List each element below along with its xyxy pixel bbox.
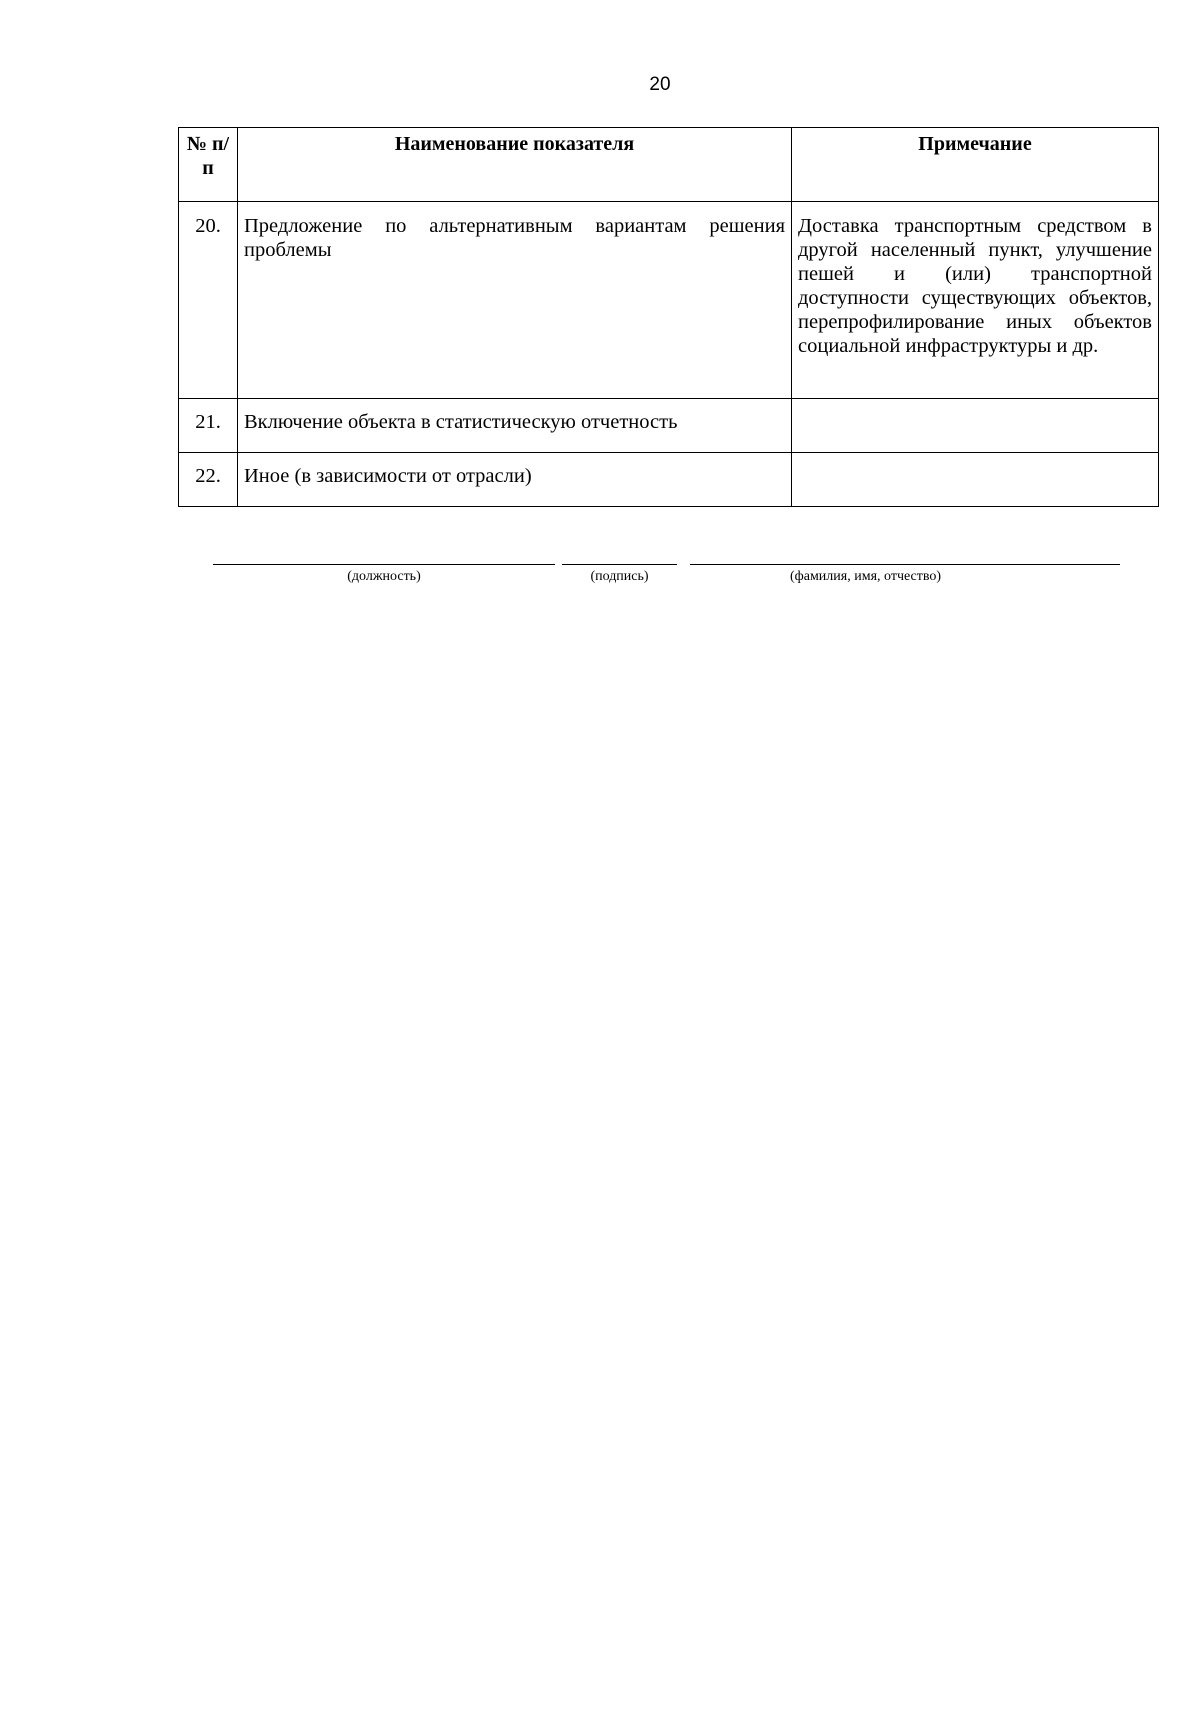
- signature-position-label: (должность): [347, 569, 421, 584]
- signature-line: [562, 564, 677, 585]
- row-number: 20.: [179, 202, 238, 399]
- row-note: [792, 453, 1159, 507]
- page-number: 20: [649, 74, 671, 95]
- header-number: № п/п: [179, 128, 238, 202]
- row-indicator-name: Предложение по альтернативным вариантам решения проблемы: [238, 202, 792, 399]
- row-number: 21.: [179, 399, 238, 453]
- signature-label: (подпись): [590, 569, 649, 584]
- row-indicator-name: Включение объекта в статистическую отчетность: [238, 399, 792, 453]
- signature-name-line: [690, 564, 1120, 585]
- row-note: [792, 399, 1159, 453]
- row-indicator-name: Иное (в зависимости от отрасли): [238, 453, 792, 507]
- indicators-table: [178, 127, 1159, 507]
- signature-name-label: (фамилия, имя, отчество): [790, 569, 942, 584]
- table-row: [179, 202, 1159, 399]
- row-number: 22.: [179, 453, 238, 507]
- row-note: Доставка транспортным средством в другой населенный пункт, улучшение пешей и (или) транспортной доступности существующих объектов, перепрофилирование иных объектов социальной инфраструктуры и др.: [792, 202, 1159, 399]
- header-indicator-name: Наименование показателя: [238, 128, 792, 202]
- table-row: [179, 453, 1159, 507]
- signature-position-line: [213, 564, 555, 585]
- table-header-row: [179, 128, 1159, 202]
- table-row: [179, 399, 1159, 453]
- header-note: Примечание: [792, 128, 1159, 202]
